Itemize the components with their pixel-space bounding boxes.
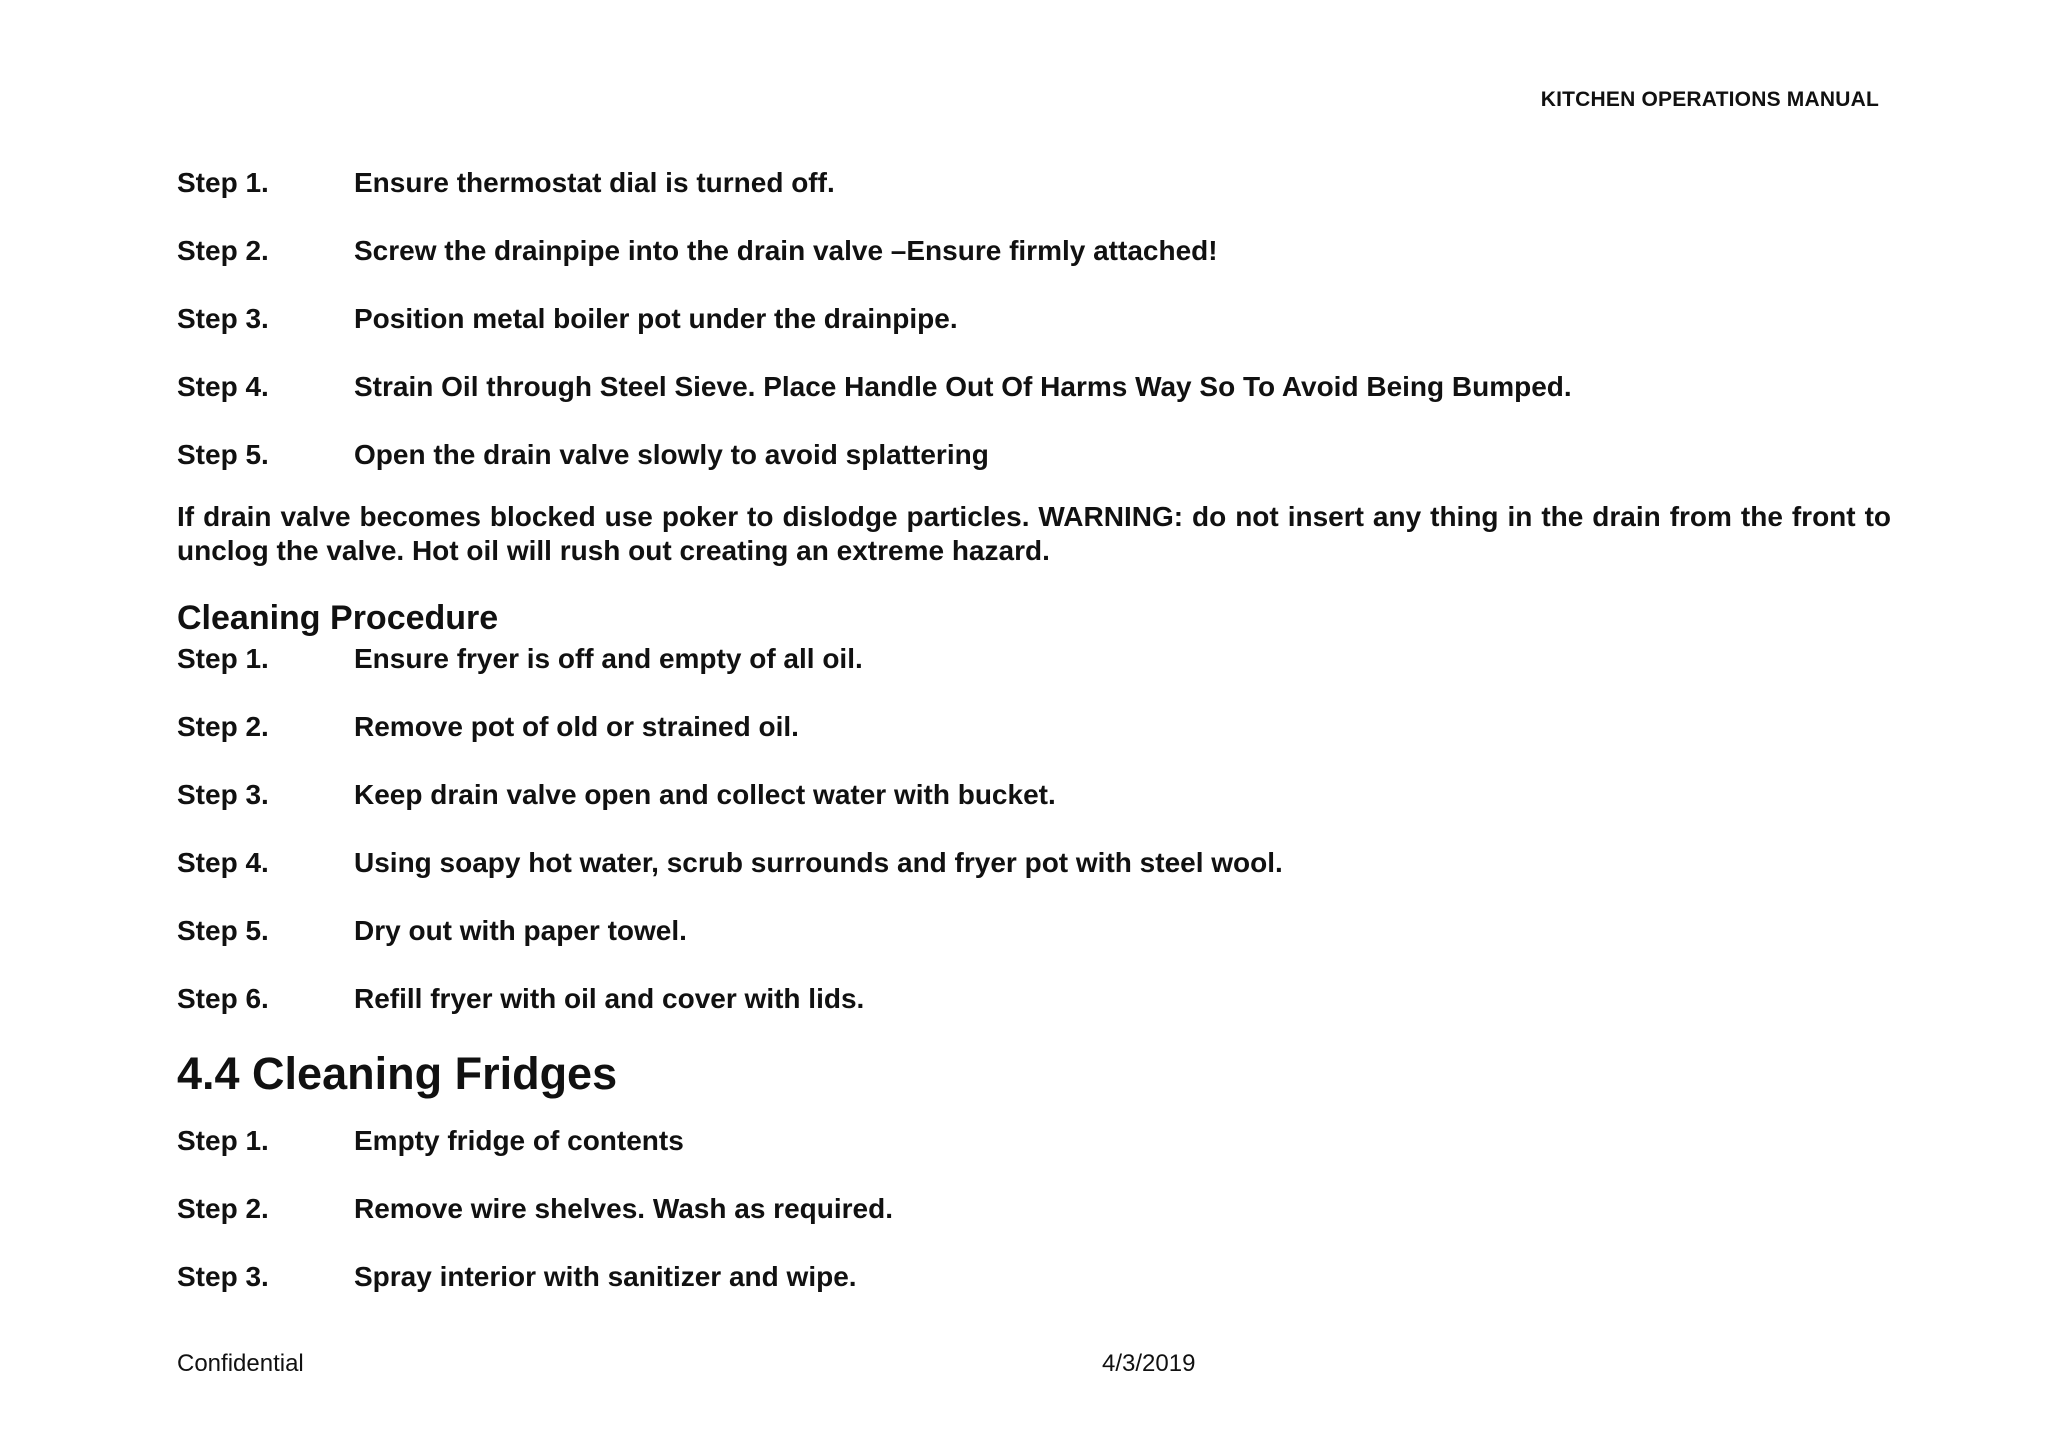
step-text: Dry out with paper towel. xyxy=(354,915,687,946)
cleaning-procedure-heading: Cleaning Procedure xyxy=(177,599,499,637)
step-number: Step 4. xyxy=(177,847,269,878)
list-item xyxy=(177,432,1891,478)
list-item xyxy=(177,840,1891,886)
step-number: Step 4. xyxy=(177,371,269,402)
step-text: Open the drain valve slowly to avoid splattering xyxy=(354,439,989,470)
step-number: Step 5. xyxy=(177,915,269,946)
step-text: Screw the drainpipe into the drain valve –Ensure firmly attached! xyxy=(354,235,1218,266)
step-number: Step 3. xyxy=(177,303,269,334)
list-item xyxy=(177,1118,1891,1164)
step-text: Strain Oil through Steel Sieve. Place Handle Out Of Harms Way So To Avoid Being Bumped. xyxy=(354,371,1572,402)
step-number: Step 6. xyxy=(177,983,269,1014)
step-number: Step 3. xyxy=(177,779,269,810)
step-text: Using soapy hot water, scrub surrounds and fryer pot with steel wool. xyxy=(354,847,1283,878)
step-text: Empty fridge of contents xyxy=(354,1125,684,1156)
list-item xyxy=(177,976,1891,1022)
step-text: Position metal boiler pot under the drainpipe. xyxy=(354,303,958,334)
step-text: Ensure fryer is off and empty of all oil. xyxy=(354,643,863,674)
step-number: Step 2. xyxy=(177,1193,269,1224)
list-item xyxy=(177,636,1891,682)
list-item xyxy=(177,1186,1891,1232)
list-item xyxy=(177,160,1891,206)
step-number: Step 5. xyxy=(177,439,269,470)
step-text: Keep drain valve open and collect water with bucket. xyxy=(354,779,1056,810)
step-text: Refill fryer with oil and cover with lids. xyxy=(354,983,865,1014)
step-number: Step 1. xyxy=(177,167,269,198)
step-number: Step 1. xyxy=(177,643,269,674)
step-number: Step 1. xyxy=(177,1125,269,1156)
step-number: Step 3. xyxy=(177,1261,269,1292)
step-text: Ensure thermostat dial is turned off. xyxy=(354,167,835,198)
running-header: KITCHEN OPERATIONS MANUAL xyxy=(1540,88,1879,111)
list-item xyxy=(177,364,1891,410)
footer-confidential: Confidential xyxy=(177,1350,304,1377)
list-item xyxy=(177,908,1891,954)
list-item xyxy=(177,772,1891,818)
page-content xyxy=(177,160,1891,1322)
fridge-steps-list xyxy=(177,1118,1891,1300)
draining-steps-list xyxy=(177,160,1891,478)
list-item xyxy=(177,704,1891,750)
list-item xyxy=(177,1254,1891,1300)
warning-paragraph: If drain valve becomes blocked use poker to dislodge particles. WARNING: do not insert any thing in the drain from the front to unclog the valve. Hot oil will rush out creating an extreme hazard. xyxy=(177,501,1891,566)
step-text: Remove pot of old or strained oil. xyxy=(354,711,799,742)
step-text: Remove wire shelves. Wash as required. xyxy=(354,1193,893,1224)
step-number: Step 2. xyxy=(177,711,269,742)
footer-date: 4/3/2019 xyxy=(1102,1350,1196,1377)
cleaning-steps-list xyxy=(177,636,1891,1022)
list-item xyxy=(177,296,1891,342)
step-text: Spray interior with sanitizer and wipe. xyxy=(354,1261,857,1292)
section-heading: 4.4 Cleaning Fridges xyxy=(177,1048,618,1099)
list-item xyxy=(177,228,1891,274)
step-number: Step 2. xyxy=(177,235,269,266)
